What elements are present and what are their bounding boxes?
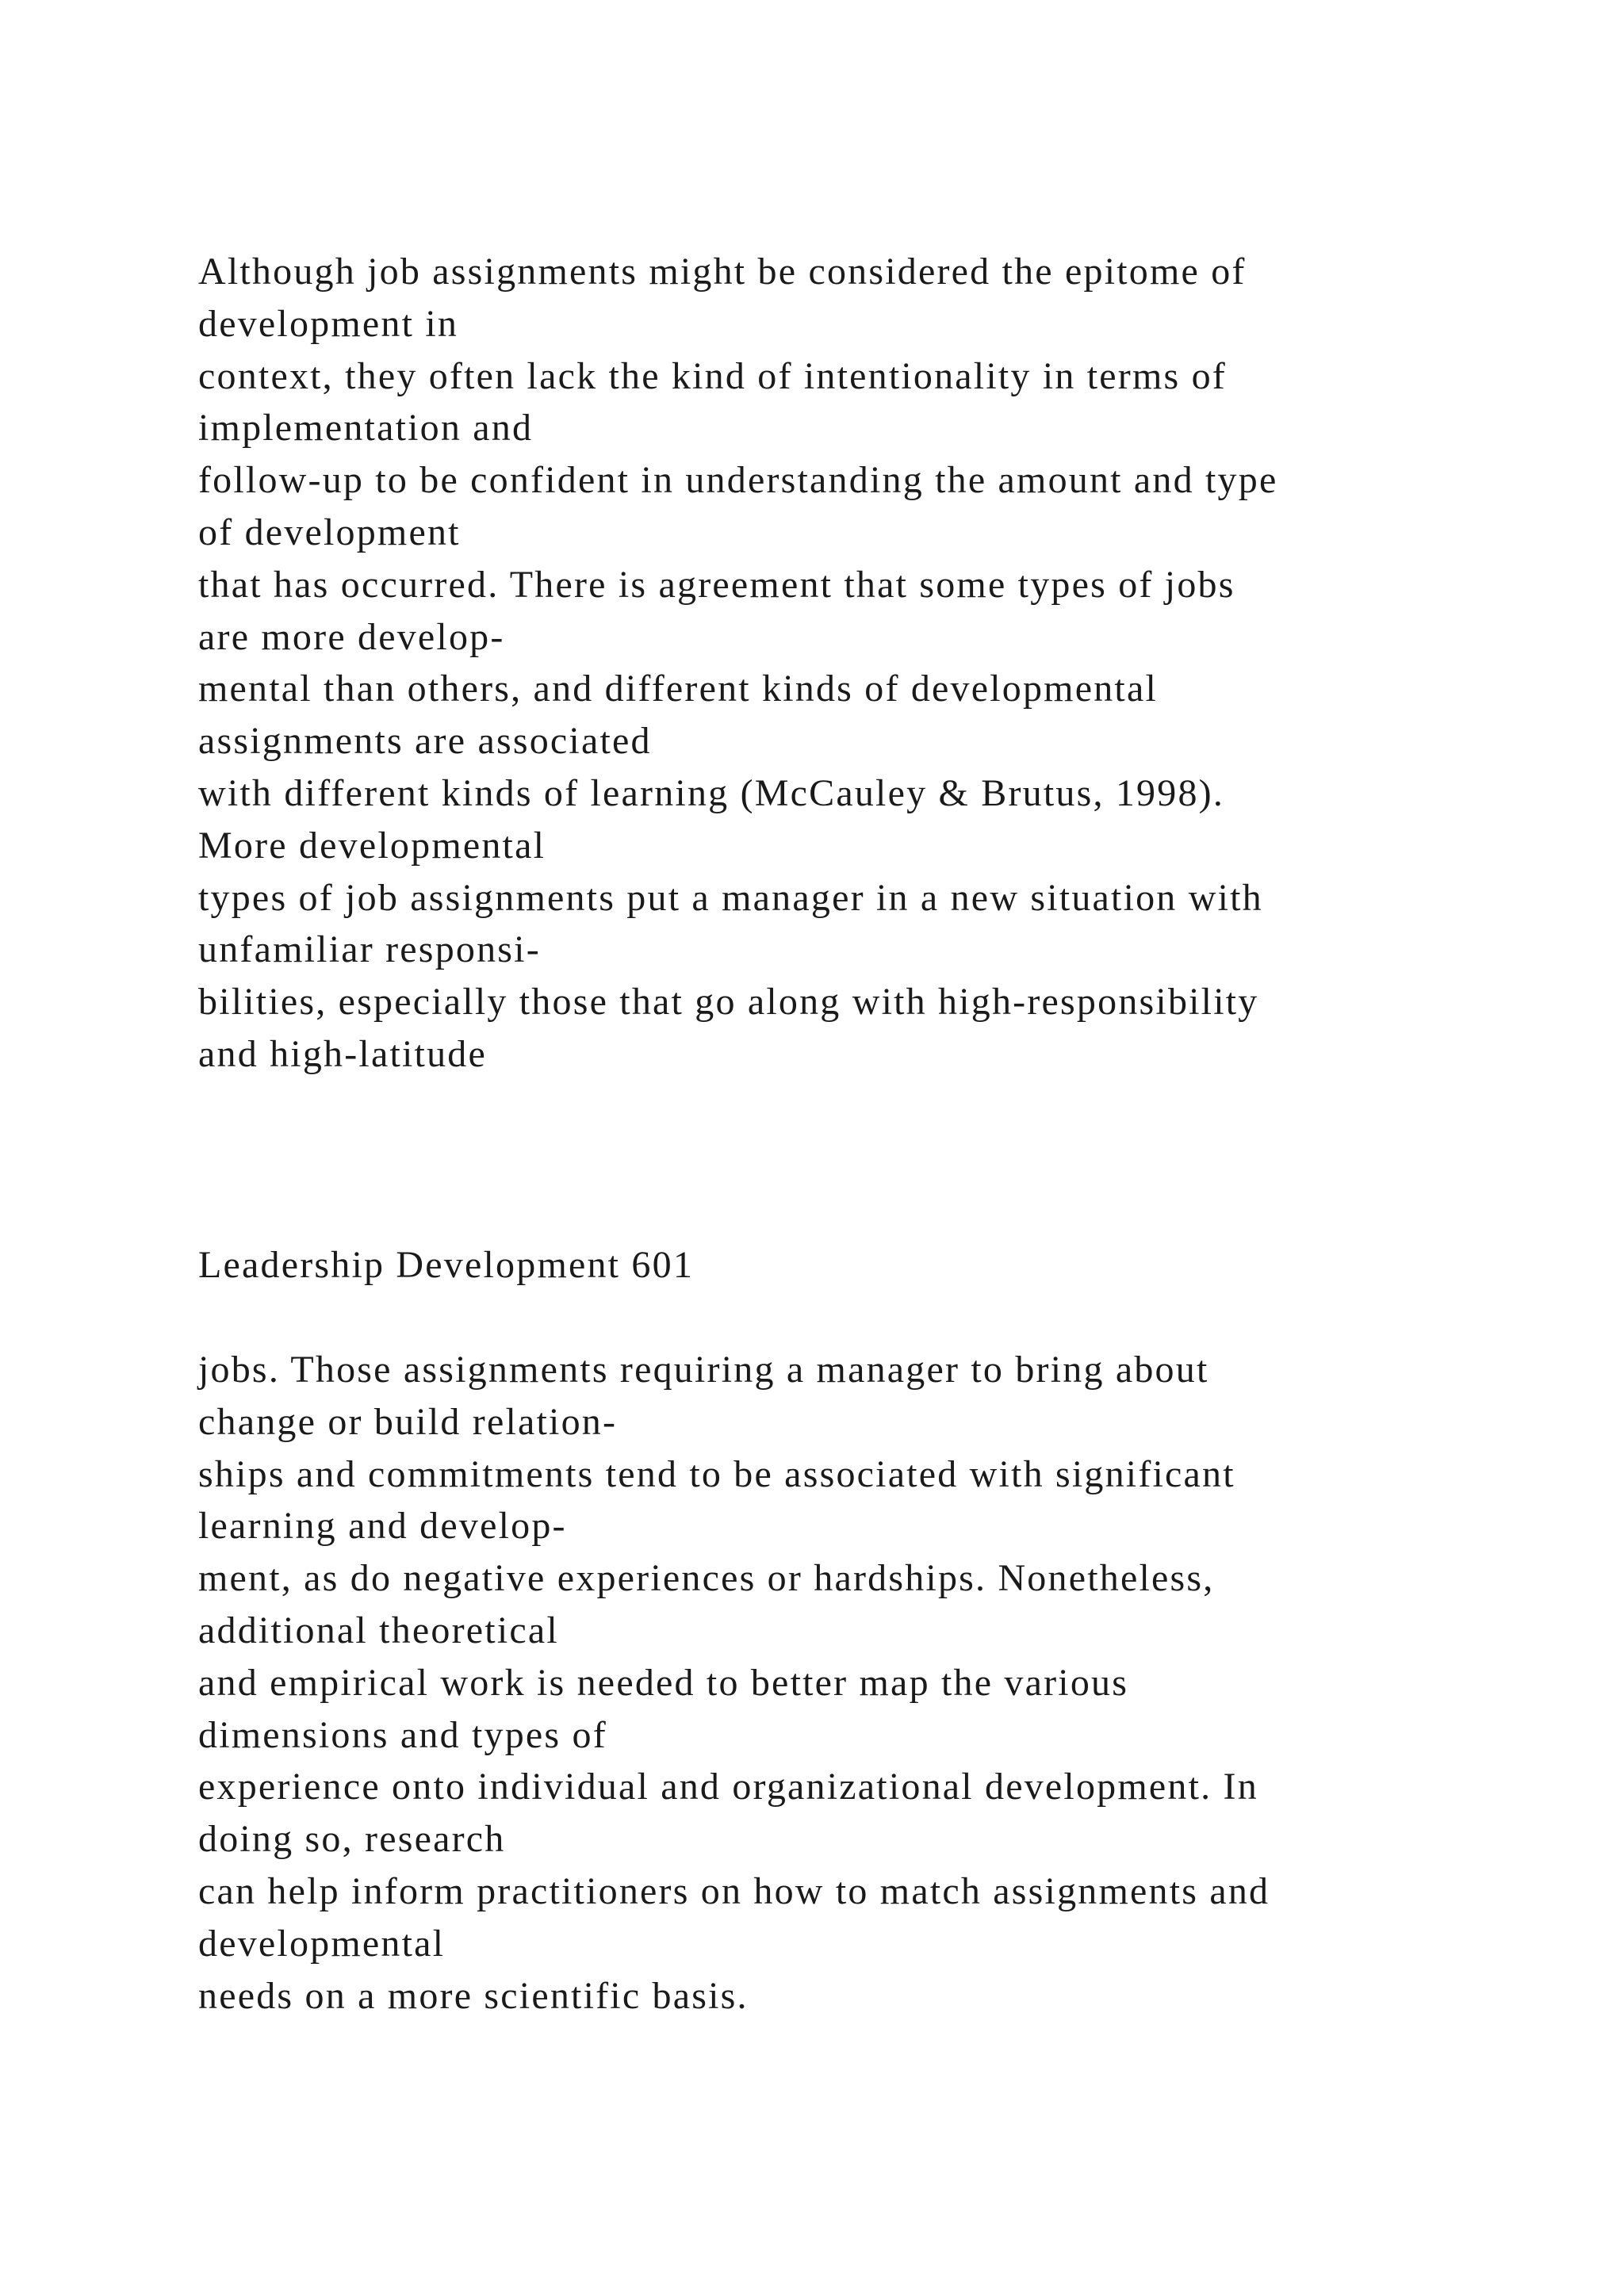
paragraph-1 bbox=[198, 246, 1546, 1081]
text-line: bilities, especially those that go along with high-responsibility bbox=[198, 981, 1259, 1024]
text-line: experience onto individual and organizational development. In bbox=[198, 1766, 1258, 1808]
text-line: context, they often lack the kind of intentionality in terms of bbox=[198, 354, 1227, 397]
paragraph-2 bbox=[198, 1344, 1546, 2022]
text-line: mental than others, and different kinds of developmental bbox=[198, 668, 1158, 710]
text-line: needs on a more scientific basis. bbox=[198, 1974, 749, 2017]
text-line: additional theoretical bbox=[198, 1609, 559, 1651]
text-line: dimensions and types of bbox=[198, 1713, 607, 1756]
text-line: assignments are associated bbox=[198, 720, 652, 763]
running-header bbox=[198, 1239, 1546, 1292]
text-line: implementation and bbox=[198, 407, 534, 450]
text-line: jobs. Those assignments requiring a manager to bring about bbox=[198, 1349, 1209, 1391]
text-line: unfamiliar responsi- bbox=[198, 928, 541, 971]
text-line: developmental bbox=[198, 1922, 446, 1965]
text-line: Although job assignments might be considered the epitome of bbox=[198, 251, 1247, 293]
text-line: follow-up to be confident in understanding the amount and type bbox=[198, 459, 1278, 502]
text-line: and high-latitude bbox=[198, 1032, 487, 1075]
text-line: More developmental bbox=[198, 824, 546, 867]
text-line: can help inform practitioners on how to match assignments and bbox=[198, 1869, 1270, 1912]
text-line: ment, as do negative experiences or hardships. Nonetheless, bbox=[198, 1557, 1215, 1600]
text-line: types of job assignments put a manager in a new situation with bbox=[198, 876, 1263, 919]
text-line: learning and develop- bbox=[198, 1505, 567, 1548]
text-line: ships and commitments tend to be associated with significant bbox=[198, 1452, 1235, 1495]
text-line: that has occurred. There is agreement that some types of jobs bbox=[198, 563, 1235, 606]
text-line: with different kinds of learning (McCauley & Brutus, 1998). bbox=[198, 771, 1225, 814]
running-header-text: Leadership Development 601 bbox=[198, 1244, 695, 1286]
text-line: change or build relation- bbox=[198, 1400, 618, 1443]
text-line: are more develop- bbox=[198, 615, 505, 658]
text-line: of development bbox=[198, 511, 461, 553]
text-line: and empirical work is needed to better map the various bbox=[198, 1661, 1129, 1704]
text-line: doing so, research bbox=[198, 1818, 506, 1861]
text-line: development in bbox=[198, 302, 459, 345]
